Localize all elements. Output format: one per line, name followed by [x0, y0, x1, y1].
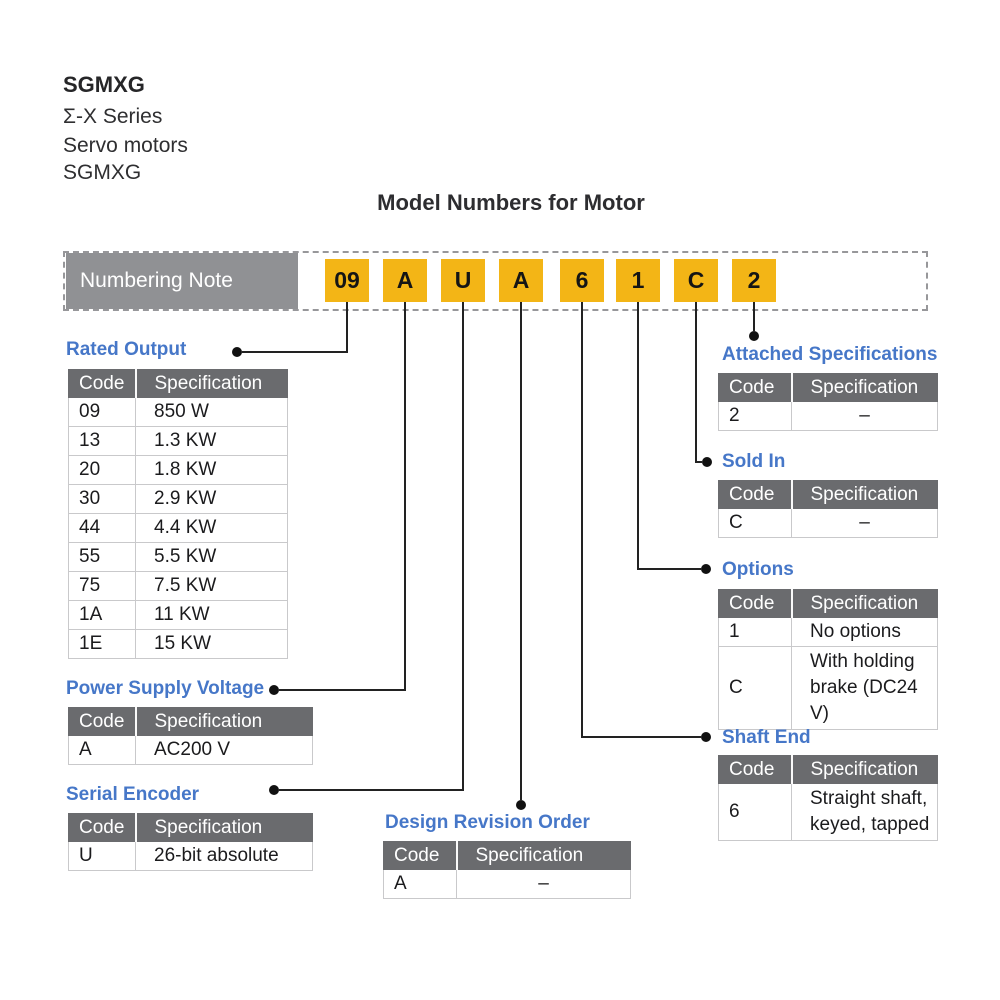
page-title: Model Numbers for Motor	[377, 190, 645, 215]
serial-encoder-table	[68, 813, 313, 871]
table-row	[719, 509, 938, 538]
power-supply-voltage-table	[68, 707, 313, 765]
table-header-row	[384, 842, 631, 870]
spec-cell: –	[457, 870, 631, 899]
column-header-code: Code	[69, 814, 136, 842]
table-row	[719, 647, 938, 730]
code-cell: 6	[719, 784, 792, 841]
table-header-row	[69, 708, 313, 736]
code-cell: 1	[719, 618, 792, 647]
model-code-box-rated-output: 09	[325, 259, 369, 302]
model-code-box-power-supply: A	[383, 259, 427, 302]
numbering-note-label: Numbering Note	[66, 253, 298, 309]
table-header-row	[69, 370, 288, 398]
model-code-box-design-revision: A	[499, 259, 543, 302]
table-row	[69, 485, 288, 514]
table-row	[69, 543, 288, 572]
shaft-end-table	[718, 755, 938, 841]
table-row	[384, 870, 631, 899]
column-header-specification: Specification	[136, 370, 288, 398]
code-cell: 44	[69, 514, 136, 543]
code-cell: U	[69, 842, 136, 871]
spec-cell: No options	[792, 618, 938, 647]
spec-cell: 1.3 KW	[136, 427, 288, 456]
column-header-specification: Specification	[792, 481, 938, 509]
column-header-code: Code	[719, 481, 792, 509]
column-header-specification: Specification	[792, 374, 938, 402]
options-table	[718, 589, 938, 730]
column-header-specification: Specification	[136, 814, 313, 842]
series-line: Σ-X Series	[63, 105, 163, 128]
code-cell: 2	[719, 402, 792, 431]
section-title-options: Options	[722, 559, 794, 580]
column-header-code: Code	[719, 590, 792, 618]
column-header-code: Code	[69, 708, 136, 736]
design-revision-order-table	[383, 841, 631, 899]
table-row	[69, 456, 288, 485]
column-header-specification: Specification	[792, 756, 938, 784]
table-row	[69, 572, 288, 601]
table-header-row	[719, 481, 938, 509]
model-code-box-options: 1	[616, 259, 660, 302]
table-row	[69, 514, 288, 543]
code-cell: C	[719, 509, 792, 538]
rated-output-table	[68, 369, 288, 659]
table-row	[69, 630, 288, 659]
spec-cell: 11 KW	[136, 601, 288, 630]
series-line: SGMXG	[63, 161, 142, 184]
series-line: Servo motors	[63, 134, 188, 157]
spec-cell: 4.4 KW	[136, 514, 288, 543]
section-title-shaft-end: Shaft End	[722, 727, 811, 748]
table-row	[69, 427, 288, 456]
section-title-sold-in: Sold In	[722, 451, 786, 472]
section-title-attached-specifications: Attached Specifications	[722, 344, 938, 365]
spec-cell: 7.5 KW	[136, 572, 288, 601]
table-row	[719, 402, 938, 431]
code-cell: 55	[69, 543, 136, 572]
table-header-row	[69, 814, 313, 842]
table-row	[719, 784, 938, 841]
model-code-box-shaft-end: 6	[560, 259, 604, 302]
table-header-row	[719, 590, 938, 618]
spec-cell: 1.8 KW	[136, 456, 288, 485]
section-title-serial-encoder: Serial Encoder	[66, 784, 200, 805]
code-cell: A	[384, 870, 457, 899]
table-header-row	[719, 756, 938, 784]
spec-cell: 5.5 KW	[136, 543, 288, 572]
model-code-box-attached-specs: 2	[732, 259, 776, 302]
sold-in-table	[718, 480, 938, 538]
spec-cell: –	[792, 509, 938, 538]
table-row	[69, 736, 313, 765]
column-header-code: Code	[69, 370, 136, 398]
spec-cell: AC200 V	[136, 736, 313, 765]
attached-specifications-table	[718, 373, 938, 431]
model-code-box-sold-in: C	[674, 259, 718, 302]
table-row	[69, 601, 288, 630]
column-header-specification: Specification	[136, 708, 313, 736]
spec-cell: 850 W	[136, 398, 288, 427]
column-header-code: Code	[719, 374, 792, 402]
table-row	[69, 842, 313, 871]
code-cell: 1A	[69, 601, 136, 630]
code-cell: 1E	[69, 630, 136, 659]
table-row	[69, 398, 288, 427]
product-code-heading: SGMXG	[63, 72, 145, 97]
column-header-specification: Specification	[792, 590, 938, 618]
spec-cell: 2.9 KW	[136, 485, 288, 514]
column-header-code: Code	[384, 842, 457, 870]
table-row	[719, 618, 938, 647]
table-header-row	[719, 374, 938, 402]
code-cell: C	[719, 647, 792, 730]
code-cell: 09	[69, 398, 136, 427]
section-title-rated-output: Rated Output	[66, 339, 187, 360]
code-cell: 30	[69, 485, 136, 514]
spec-cell: Straight shaft, keyed, tapped	[792, 784, 938, 841]
section-title-power-supply-voltage: Power Supply Voltage	[66, 678, 265, 699]
code-cell: 13	[69, 427, 136, 456]
spec-cell: 26-bit absolute	[136, 842, 313, 871]
section-title-design-revision-order: Design Revision Order	[385, 812, 590, 833]
code-cell: A	[69, 736, 136, 765]
spec-cell: 15 KW	[136, 630, 288, 659]
code-cell: 75	[69, 572, 136, 601]
code-cell: 20	[69, 456, 136, 485]
spec-cell: With holding brake (DC24 V)	[792, 647, 938, 730]
column-header-code: Code	[719, 756, 792, 784]
column-header-specification: Specification	[457, 842, 631, 870]
model-code-box-serial-encoder: U	[441, 259, 485, 302]
spec-cell: –	[792, 402, 938, 431]
